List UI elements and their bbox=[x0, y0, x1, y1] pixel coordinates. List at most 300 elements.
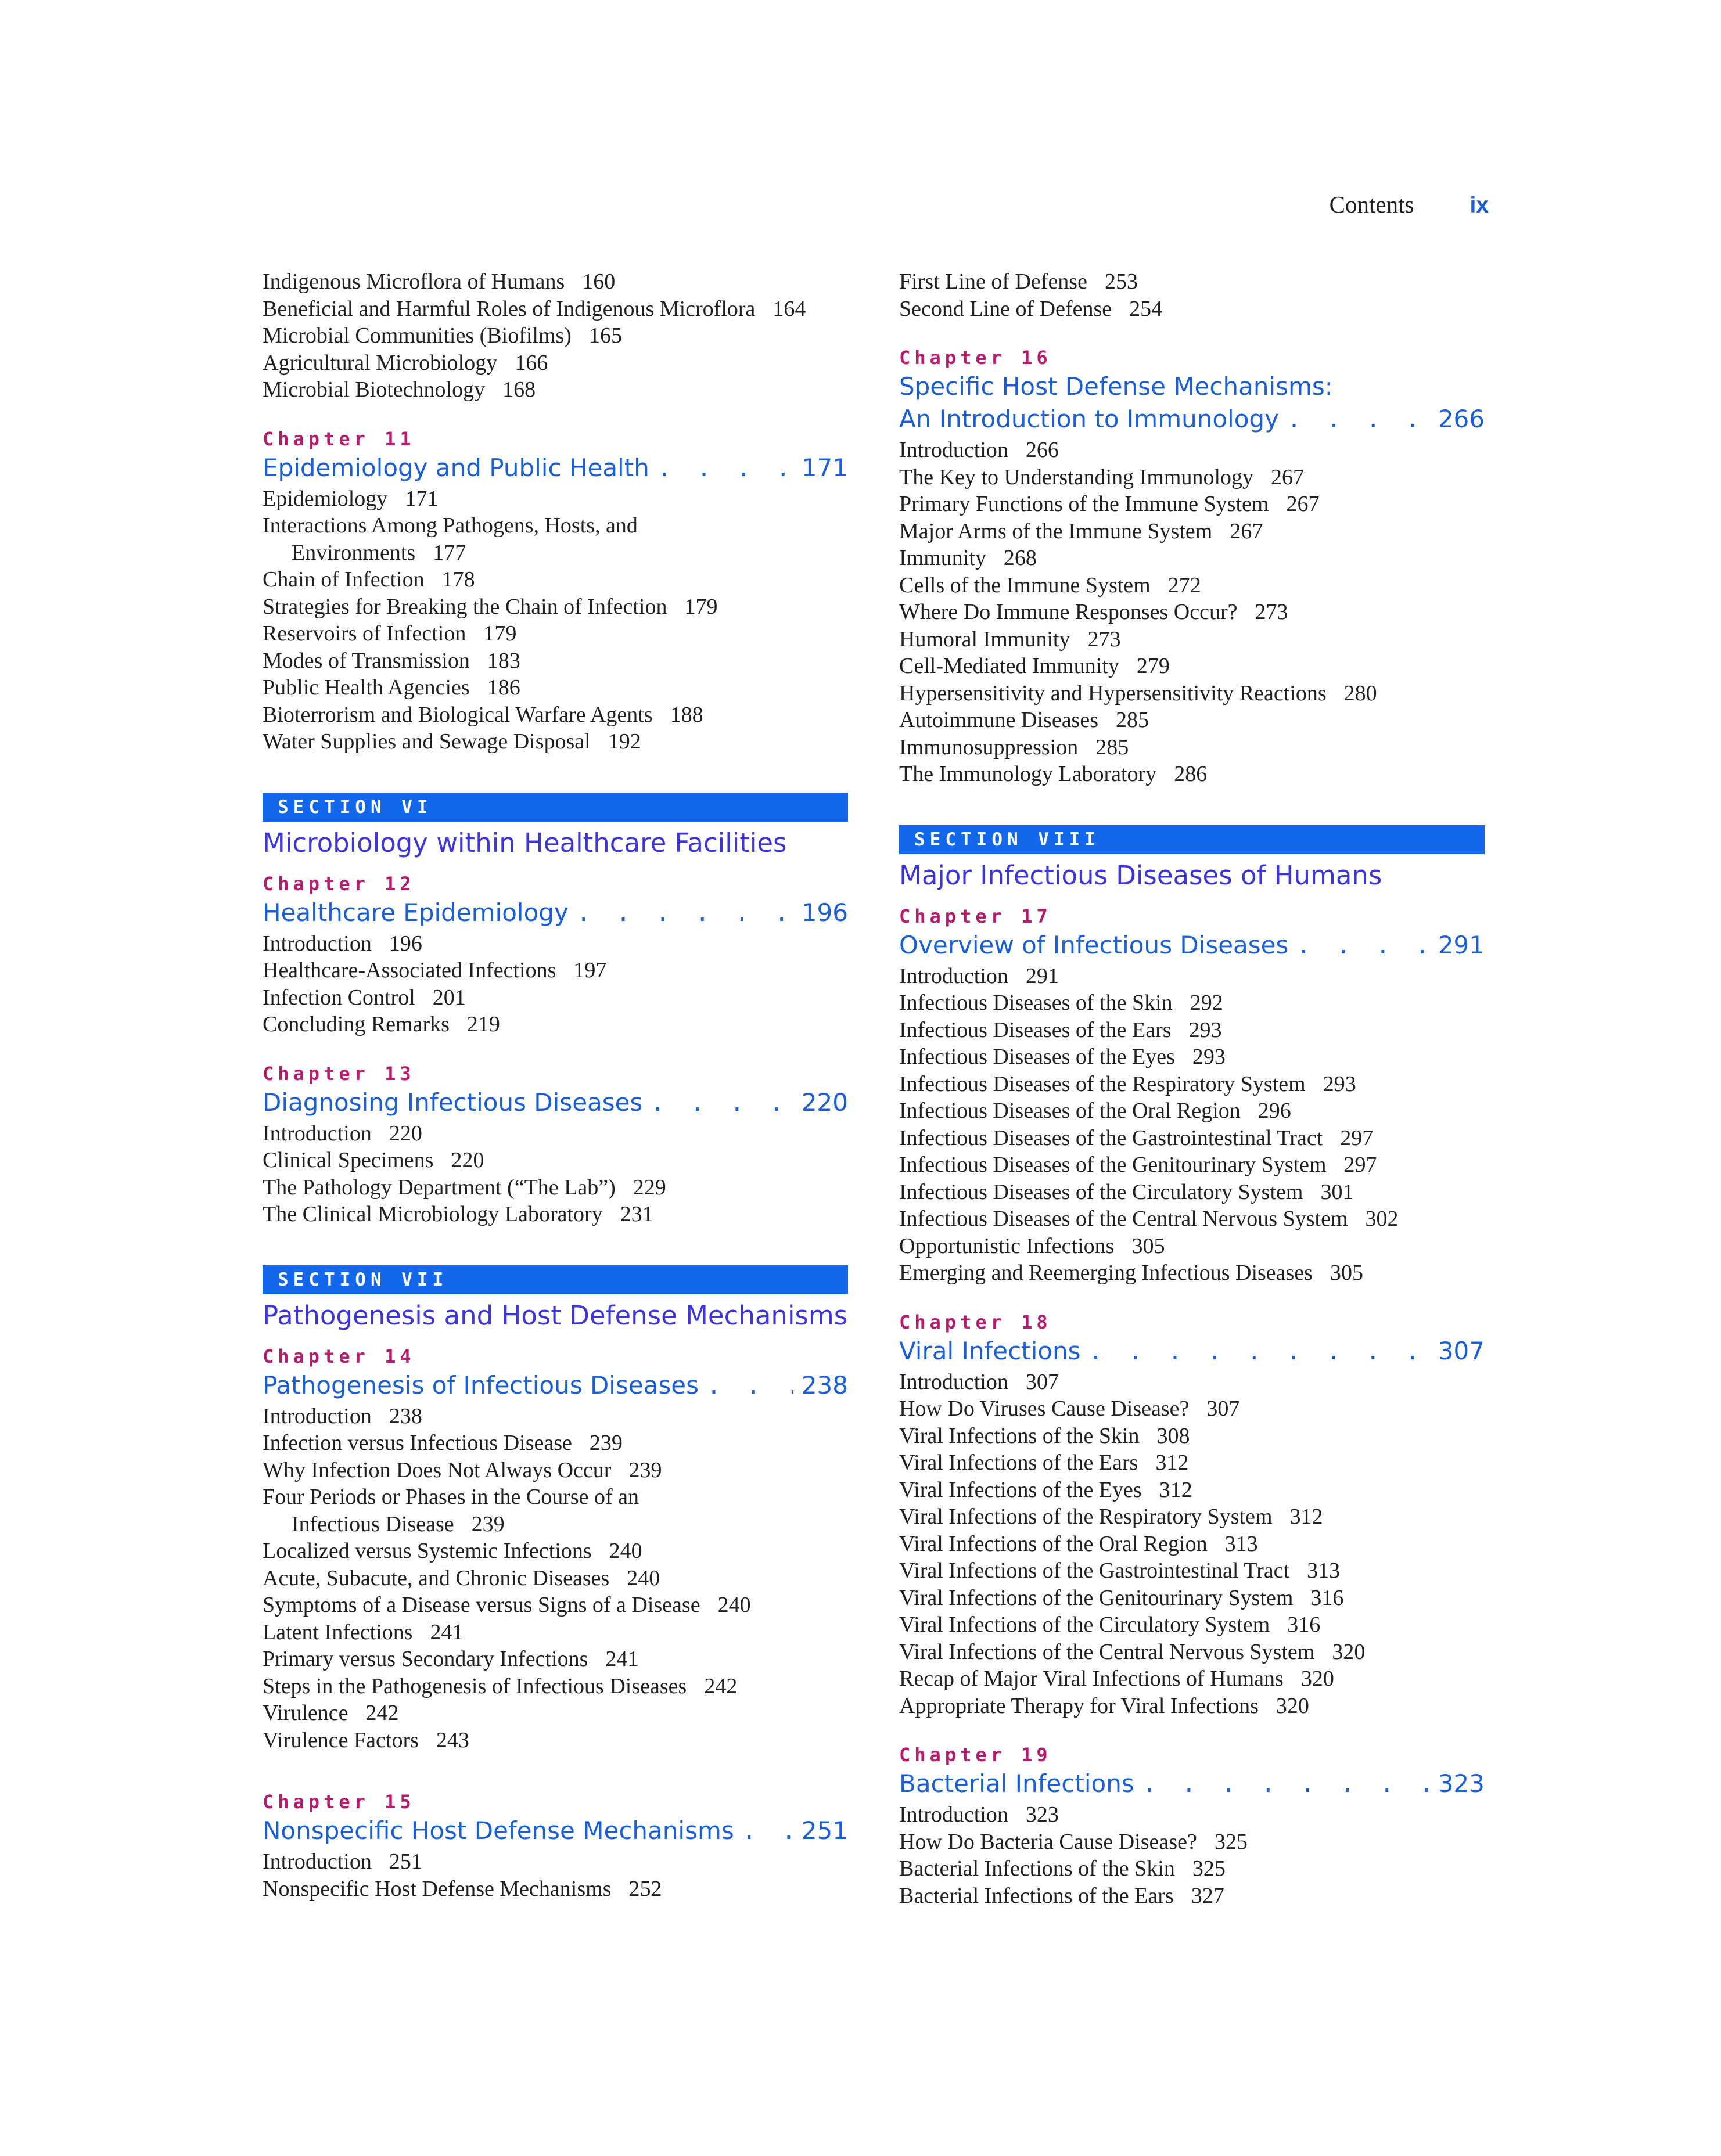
chapter-title: Overview of Infectious Diseases bbox=[899, 930, 1289, 959]
entry-page: 327 bbox=[1191, 1883, 1224, 1908]
entry-page: 229 bbox=[633, 1175, 666, 1200]
toc-entry[interactable] bbox=[263, 957, 848, 984]
toc-entry[interactable] bbox=[263, 322, 848, 350]
toc-entry[interactable] bbox=[263, 1174, 848, 1201]
entry-text: Emerging and Reemerging Infectious Diseases bbox=[899, 1261, 1313, 1285]
entry-text: Environments bbox=[292, 540, 416, 565]
entry-page: 296 bbox=[1257, 1099, 1291, 1123]
entry-page: 325 bbox=[1192, 1856, 1226, 1881]
chapter-title: An Introduction to Immunology bbox=[899, 405, 1279, 433]
entry-page: 166 bbox=[515, 350, 548, 375]
entry-text: Recap of Major Viral Infections of Humans bbox=[899, 1667, 1284, 1691]
chapter-page: 291 bbox=[1438, 930, 1485, 959]
entry-page: 164 bbox=[773, 296, 806, 321]
entry-text: The Pathology Department (“The Lab”) bbox=[263, 1175, 616, 1200]
toc-entry[interactable] bbox=[263, 566, 848, 593]
toc-entry[interactable] bbox=[899, 963, 1485, 990]
entry-page: 251 bbox=[389, 1849, 422, 1874]
entry-text: Cell-Mediated Immunity bbox=[899, 654, 1119, 678]
entry-page: 238 bbox=[389, 1403, 422, 1428]
entry-text: Autoimmune Diseases bbox=[899, 708, 1099, 732]
toc-entry[interactable] bbox=[899, 296, 1485, 323]
toc-entry[interactable] bbox=[263, 674, 848, 701]
toc-entry[interactable] bbox=[263, 1565, 848, 1592]
entry-page: 242 bbox=[704, 1673, 738, 1698]
toc-entry[interactable] bbox=[899, 1151, 1485, 1179]
toc-entry[interactable] bbox=[263, 1646, 848, 1673]
entry-text: Viral Infections of the Ears bbox=[899, 1450, 1138, 1475]
toc-entry[interactable] bbox=[899, 680, 1485, 707]
entry-list bbox=[899, 963, 1485, 1287]
chapter-page: 251 bbox=[801, 1816, 848, 1845]
entry-page: 239 bbox=[471, 1511, 505, 1536]
chapter-title-link[interactable] bbox=[899, 404, 1485, 435]
entry-page: 307 bbox=[1206, 1396, 1240, 1421]
chapter-page: 171 bbox=[801, 453, 848, 482]
entry-list bbox=[263, 930, 848, 1038]
entry-text: Localized versus Systemic Infections bbox=[263, 1539, 592, 1563]
chapter-page: 220 bbox=[801, 1088, 848, 1117]
entry-text: Infectious Diseases of the Genitourinary System bbox=[899, 1153, 1327, 1177]
entry-page: 285 bbox=[1116, 708, 1149, 732]
entry-list bbox=[263, 1403, 848, 1754]
entry-text: Viral Infections of the Skin bbox=[899, 1423, 1140, 1448]
entry-page: 241 bbox=[605, 1647, 639, 1671]
chapter-label: Chapter 11 bbox=[263, 427, 415, 450]
chapter-title: Bacterial Infections bbox=[899, 1769, 1134, 1798]
chapter-11 bbox=[263, 426, 848, 755]
leader-dots bbox=[657, 453, 793, 484]
chapter-16 bbox=[899, 344, 1485, 788]
entry-text: Viral Infections of the Circulatory System bbox=[899, 1612, 1270, 1637]
chapter-label: Chapter 18 bbox=[899, 1311, 1052, 1333]
toc-entry[interactable] bbox=[899, 518, 1485, 545]
toc-entry[interactable] bbox=[899, 1043, 1485, 1071]
entry-text: Symptoms of a Disease versus Signs of a Disease bbox=[263, 1593, 700, 1617]
entry-page: 313 bbox=[1224, 1531, 1258, 1556]
toc-entry[interactable] bbox=[899, 1477, 1485, 1504]
entry-page: 254 bbox=[1129, 296, 1163, 321]
toc-entry[interactable] bbox=[899, 1259, 1485, 1287]
right-column bbox=[899, 268, 1485, 1909]
section-title: Microbiology within Healthcare Facilities bbox=[263, 827, 787, 858]
toc-entry[interactable] bbox=[899, 1017, 1485, 1044]
entry-page: 307 bbox=[1025, 1369, 1059, 1394]
entry-page: 320 bbox=[1332, 1639, 1366, 1664]
chapter-title-link[interactable] bbox=[263, 1087, 848, 1119]
toc-entry[interactable] bbox=[263, 647, 848, 675]
entry-page: 160 bbox=[582, 269, 616, 294]
entry-text: Introduction bbox=[263, 1121, 372, 1146]
entry-page: 177 bbox=[433, 540, 466, 565]
toc-entry[interactable] bbox=[899, 1395, 1485, 1423]
chapter-label: Chapter 15 bbox=[263, 1791, 415, 1813]
section-7 bbox=[263, 1265, 848, 1335]
entry-text: Immunosuppression bbox=[899, 735, 1079, 760]
entry-page: 186 bbox=[487, 675, 520, 700]
toc-entry[interactable] bbox=[899, 1125, 1485, 1152]
entry-text: The Key to Understanding Immunology bbox=[899, 465, 1254, 489]
entry-page: 267 bbox=[1271, 465, 1305, 489]
toc-entry[interactable] bbox=[899, 1503, 1485, 1531]
entry-page: 183 bbox=[487, 648, 520, 673]
entry-page: 252 bbox=[628, 1876, 662, 1901]
toc-entry[interactable] bbox=[899, 1585, 1485, 1612]
chapter-15 bbox=[263, 1788, 848, 1902]
toc-entry[interactable] bbox=[899, 1693, 1485, 1720]
chapter-title: Diagnosing Infectious Diseases bbox=[263, 1088, 643, 1117]
entry-text: Cells of the Immune System bbox=[899, 573, 1151, 598]
toc-entry[interactable] bbox=[263, 376, 848, 404]
entry-page: 320 bbox=[1276, 1693, 1309, 1718]
leader-dots bbox=[707, 1370, 793, 1402]
entry-text: Infectious Diseases of the Circulatory System bbox=[899, 1179, 1303, 1204]
entry-page: 312 bbox=[1289, 1504, 1323, 1529]
section-8 bbox=[899, 825, 1485, 895]
chapter-label: Chapter 17 bbox=[899, 905, 1052, 927]
toc-entry[interactable] bbox=[899, 1097, 1485, 1125]
chapter-title-link[interactable] bbox=[263, 1815, 848, 1847]
entry-text: Reservoirs of Infection bbox=[263, 621, 466, 646]
toc-entry[interactable] bbox=[899, 1205, 1485, 1233]
toc-entry[interactable] bbox=[899, 1801, 1485, 1829]
entry-text: How Do Bacteria Cause Disease? bbox=[899, 1829, 1197, 1854]
chapter-title-line-1[interactable]: Specific Host Defense Mechanisms: bbox=[899, 372, 1333, 401]
entry-page: 316 bbox=[1287, 1612, 1321, 1637]
toc-entry[interactable] bbox=[899, 599, 1485, 626]
entry-text: Introduction bbox=[899, 963, 1008, 988]
entry-text: The Clinical Microbiology Laboratory bbox=[263, 1202, 603, 1226]
entry-page: 323 bbox=[1025, 1802, 1059, 1827]
entry-text: Infection Control bbox=[263, 985, 415, 1010]
entry-text: Introduction bbox=[899, 1802, 1008, 1827]
entry-list bbox=[899, 437, 1485, 788]
entry-text: Latent Infections bbox=[263, 1619, 413, 1644]
chapter-17 bbox=[899, 903, 1485, 1287]
entry-text: Infectious Diseases of the Eyes bbox=[899, 1045, 1175, 1069]
entry-text: Infectious Diseases of the Oral Region bbox=[899, 1099, 1241, 1123]
entry-page: 286 bbox=[1174, 762, 1208, 786]
toc-entry[interactable] bbox=[263, 1727, 848, 1754]
entry-page: 305 bbox=[1330, 1261, 1363, 1285]
section-6 bbox=[263, 793, 848, 862]
toc-entry[interactable] bbox=[263, 1876, 848, 1903]
entry-page: 243 bbox=[436, 1727, 469, 1752]
entry-page: 266 bbox=[1025, 438, 1059, 462]
toc-entry[interactable] bbox=[263, 593, 848, 621]
toc-entry[interactable] bbox=[263, 1484, 848, 1511]
entry-page: 273 bbox=[1087, 627, 1121, 652]
chapter-12 bbox=[263, 870, 848, 1038]
chapter-title: Pathogenesis of Infectious Diseases bbox=[263, 1370, 699, 1399]
chapter-label: Chapter 16 bbox=[899, 347, 1052, 369]
chapter-page: 307 bbox=[1438, 1336, 1485, 1365]
entry-text: Viral Infections of the Eyes bbox=[899, 1477, 1142, 1502]
toc-entry[interactable] bbox=[899, 1423, 1485, 1450]
chapter-page: 266 bbox=[1438, 405, 1485, 433]
chapter-title-link[interactable] bbox=[263, 1370, 848, 1402]
entry-text: Indigenous Microflora of Humans bbox=[263, 269, 565, 294]
entry-text: First Line of Defense bbox=[899, 269, 1087, 294]
toc-entry[interactable] bbox=[263, 1848, 848, 1876]
entry-page: 279 bbox=[1136, 654, 1170, 678]
entry-page: 293 bbox=[1323, 1071, 1356, 1096]
entry-page: 313 bbox=[1307, 1558, 1341, 1583]
entry-text: Water Supplies and Sewage Disposal bbox=[263, 729, 591, 754]
entry-text: Primary versus Secondary Infections bbox=[263, 1647, 588, 1671]
entry-list bbox=[263, 268, 848, 404]
entry-list bbox=[263, 1120, 848, 1228]
toc-entry[interactable] bbox=[899, 1531, 1485, 1558]
entry-text: Humoral Immunity bbox=[899, 627, 1070, 652]
toc-entry[interactable] bbox=[899, 268, 1485, 296]
entry-page: 320 bbox=[1300, 1667, 1334, 1691]
toc-entry[interactable] bbox=[899, 1855, 1485, 1883]
toc-entry[interactable] bbox=[263, 539, 848, 567]
toc-entry[interactable] bbox=[899, 1557, 1485, 1585]
entry-text: Agricultural Microbiology bbox=[263, 350, 498, 375]
entry-text: Four Periods or Phases in the Course of an bbox=[263, 1485, 639, 1509]
toc-entry[interactable] bbox=[899, 1369, 1485, 1396]
chapter-title-link[interactable] bbox=[899, 1768, 1485, 1800]
chapter-14 bbox=[263, 1343, 848, 1754]
running-title: Contents bbox=[1329, 191, 1414, 218]
toc-entry[interactable] bbox=[263, 1147, 848, 1174]
toc-entry[interactable] bbox=[263, 1538, 848, 1565]
entry-page: 305 bbox=[1131, 1233, 1165, 1258]
chapter-page: 238 bbox=[801, 1370, 848, 1399]
entry-page: 308 bbox=[1156, 1423, 1190, 1448]
entry-page: 297 bbox=[1343, 1153, 1377, 1177]
entry-text: Viral Infections of the Oral Region bbox=[899, 1531, 1208, 1556]
entry-page: 239 bbox=[628, 1457, 662, 1482]
entry-text: Infection versus Infectious Disease bbox=[263, 1431, 572, 1455]
toc-entry[interactable] bbox=[899, 626, 1485, 653]
entry-page: 231 bbox=[620, 1202, 653, 1226]
entry-page: 272 bbox=[1167, 573, 1201, 598]
toc-entry[interactable] bbox=[263, 1201, 848, 1228]
chapter-title: Viral Infections bbox=[899, 1336, 1081, 1365]
toc-entry[interactable] bbox=[899, 761, 1485, 788]
entry-list bbox=[263, 485, 848, 755]
section-title: Major Infectious Diseases of Humans bbox=[899, 859, 1382, 891]
toc-entry[interactable] bbox=[263, 485, 848, 513]
toc-entry[interactable] bbox=[899, 1233, 1485, 1260]
toc-entry[interactable] bbox=[899, 1639, 1485, 1666]
entry-text: Acute, Subacute, and Chronic Diseases bbox=[263, 1565, 610, 1590]
toc-entry[interactable] bbox=[899, 989, 1485, 1017]
toc-entry[interactable] bbox=[899, 707, 1485, 734]
entry-list bbox=[263, 1848, 848, 1902]
entry-text: Immunity bbox=[899, 546, 986, 570]
section-label: SECTION VI bbox=[263, 793, 848, 822]
toc-entry[interactable] bbox=[263, 1403, 848, 1430]
entry-page: 179 bbox=[483, 621, 517, 646]
entry-text: Bioterrorism and Biological Warfare Agents bbox=[263, 702, 653, 727]
entry-text: Major Arms of the Immune System bbox=[899, 519, 1213, 544]
entry-text: Viral Infections of the Central Nervous System bbox=[899, 1639, 1315, 1664]
entry-text: Introduction bbox=[263, 931, 372, 956]
entry-text: Clinical Specimens bbox=[263, 1148, 434, 1172]
toc-entry[interactable] bbox=[263, 728, 848, 755]
entry-list bbox=[899, 1801, 1485, 1909]
chapter-title-link[interactable] bbox=[263, 452, 848, 484]
section-label: SECTION VII bbox=[263, 1265, 848, 1294]
entry-page: 171 bbox=[405, 486, 439, 511]
entry-page: 316 bbox=[1310, 1585, 1344, 1610]
entry-page: 268 bbox=[1003, 546, 1037, 570]
entry-page: 325 bbox=[1214, 1829, 1248, 1854]
entry-text: Infectious Diseases of the Central Nervous System bbox=[899, 1207, 1348, 1231]
page-number: ix bbox=[1470, 193, 1489, 218]
entry-text: Second Line of Defense bbox=[899, 296, 1112, 321]
entry-page: 240 bbox=[627, 1565, 660, 1590]
toc-entry[interactable] bbox=[899, 545, 1485, 572]
entry-text: Nonspecific Host Defense Mechanisms bbox=[263, 1876, 612, 1901]
entry-text: Virulence bbox=[263, 1701, 348, 1725]
entry-page: 312 bbox=[1159, 1477, 1192, 1502]
entry-page: 267 bbox=[1230, 519, 1263, 544]
toc-entry[interactable] bbox=[263, 984, 848, 1012]
entry-page: 301 bbox=[1320, 1179, 1354, 1204]
entry-text: Interactions Among Pathogens, Hosts, and bbox=[263, 513, 638, 538]
entry-page: 192 bbox=[608, 729, 641, 754]
entry-page: 253 bbox=[1104, 269, 1138, 294]
toc-entry[interactable] bbox=[899, 1071, 1485, 1098]
entry-text: Microbial Biotechnology bbox=[263, 377, 486, 402]
toc-entry[interactable] bbox=[263, 1619, 848, 1646]
left-column bbox=[263, 268, 848, 1902]
chapter-title-link[interactable] bbox=[899, 1336, 1485, 1367]
entry-text: Viral Infections of the Gastrointestinal Tract bbox=[899, 1558, 1290, 1583]
toc-entry[interactable] bbox=[263, 1592, 848, 1619]
toc-entry[interactable] bbox=[263, 1120, 848, 1147]
leader-dots bbox=[1142, 1769, 1430, 1800]
toc-entry[interactable] bbox=[899, 572, 1485, 599]
toc-entry[interactable] bbox=[899, 491, 1485, 518]
chapter-title-link[interactable] bbox=[899, 930, 1485, 962]
toc-entry[interactable] bbox=[263, 296, 848, 323]
chapter-label: Chapter 14 bbox=[263, 1345, 415, 1367]
entry-page: 267 bbox=[1286, 492, 1320, 516]
toc-entry[interactable] bbox=[899, 734, 1485, 761]
toc-entry[interactable] bbox=[899, 1179, 1485, 1206]
entry-text: Healthcare-Associated Infections bbox=[263, 958, 556, 982]
entry-page: 196 bbox=[389, 931, 422, 956]
entry-text: Steps in the Pathogenesis of Infectious Diseases bbox=[263, 1673, 687, 1698]
entry-page: 239 bbox=[589, 1431, 623, 1455]
entry-text: Bacterial Infections of the Ears bbox=[899, 1883, 1174, 1908]
entry-text: Infectious Diseases of the Respiratory System bbox=[899, 1071, 1306, 1096]
entry-text: Microbial Communities (Biofilms) bbox=[263, 323, 572, 348]
entry-text: Infectious Diseases of the Ears bbox=[899, 1017, 1172, 1042]
toc-entry[interactable] bbox=[263, 930, 848, 958]
toc-entry[interactable] bbox=[899, 437, 1485, 464]
entry-page: 168 bbox=[502, 377, 536, 402]
entry-page: 220 bbox=[389, 1121, 422, 1146]
section-title: Pathogenesis and Host Defense Mechanisms bbox=[263, 1300, 848, 1331]
leader-dots bbox=[1296, 930, 1429, 962]
toc-entry[interactable] bbox=[263, 268, 848, 296]
leader-dots bbox=[577, 898, 793, 929]
toc-entry[interactable] bbox=[899, 1883, 1485, 1910]
toc-entry[interactable] bbox=[263, 620, 848, 647]
entry-text: Chain of Infection bbox=[263, 567, 425, 592]
entry-text: Introduction bbox=[263, 1849, 372, 1874]
chapter-label: Chapter 12 bbox=[263, 872, 415, 895]
chapter-13 bbox=[263, 1060, 848, 1228]
chapter-page: 323 bbox=[1438, 1769, 1485, 1798]
entry-text: Modes of Transmission bbox=[263, 648, 470, 673]
chapter-page: 196 bbox=[801, 898, 848, 927]
chapter-title: Healthcare Epidemiology bbox=[263, 898, 569, 927]
entry-text: Infectious Diseases of the Gastrointestinal Tract bbox=[899, 1125, 1323, 1150]
entry-text: Opportunistic Infections bbox=[899, 1233, 1115, 1258]
entry-text: Viral Infections of the Genitourinary System bbox=[899, 1585, 1294, 1610]
chapter-18 bbox=[899, 1309, 1485, 1720]
entry-page: 165 bbox=[588, 323, 622, 348]
entry-text: How Do Viruses Cause Disease? bbox=[899, 1396, 1190, 1421]
entry-text: Bacterial Infections of the Skin bbox=[899, 1856, 1175, 1881]
entry-text: Introduction bbox=[263, 1403, 372, 1428]
toc-entry[interactable] bbox=[263, 1430, 848, 1457]
entry-text: Where Do Immune Responses Occur? bbox=[899, 600, 1238, 624]
toc-entry[interactable] bbox=[263, 1700, 848, 1727]
entry-text: Appropriate Therapy for Viral Infections bbox=[899, 1693, 1259, 1718]
chapter-title: Nonspecific Host Defense Mechanisms bbox=[263, 1816, 734, 1845]
toc-entry[interactable] bbox=[899, 1829, 1485, 1856]
entry-page: 179 bbox=[684, 594, 718, 619]
toc-entry[interactable] bbox=[899, 653, 1485, 680]
entry-page: 293 bbox=[1188, 1017, 1222, 1042]
entry-page: 240 bbox=[717, 1593, 751, 1617]
toc-entry[interactable] bbox=[263, 350, 848, 377]
entry-page: 292 bbox=[1190, 991, 1223, 1015]
toc-entry[interactable] bbox=[263, 1511, 848, 1538]
toc-entry[interactable] bbox=[899, 1449, 1485, 1477]
toc-entry[interactable] bbox=[263, 1457, 848, 1484]
entry-page: 285 bbox=[1095, 735, 1129, 760]
chapter-19 bbox=[899, 1741, 1485, 1909]
entry-list bbox=[899, 268, 1485, 322]
entry-page: 240 bbox=[609, 1539, 642, 1563]
toc-entry[interactable] bbox=[899, 1611, 1485, 1639]
entry-page: 220 bbox=[451, 1148, 484, 1172]
toc-entry[interactable] bbox=[263, 512, 848, 539]
entry-list bbox=[899, 1369, 1485, 1720]
entry-page: 291 bbox=[1025, 963, 1059, 988]
leader-dots bbox=[742, 1816, 793, 1847]
entry-text: Primary Functions of the Immune System bbox=[899, 492, 1269, 516]
toc-entry[interactable] bbox=[263, 1673, 848, 1700]
entry-text: Introduction bbox=[899, 1369, 1008, 1394]
entry-text: Concluding Remarks bbox=[263, 1012, 450, 1036]
toc-entry[interactable] bbox=[899, 464, 1485, 491]
toc-entry[interactable] bbox=[263, 1011, 848, 1038]
entry-page: 178 bbox=[441, 567, 475, 592]
entry-text: Introduction bbox=[899, 438, 1008, 462]
entry-page: 273 bbox=[1255, 600, 1288, 624]
entry-page: 242 bbox=[365, 1701, 399, 1725]
toc-entry[interactable] bbox=[263, 701, 848, 729]
chapter-label: Chapter 19 bbox=[899, 1744, 1052, 1766]
entry-page: 219 bbox=[466, 1012, 500, 1036]
entry-page: 280 bbox=[1343, 681, 1377, 706]
chapter-title-link[interactable] bbox=[263, 897, 848, 929]
entry-text: Strategies for Breaking the Chain of Infection bbox=[263, 594, 667, 619]
entry-page: 188 bbox=[670, 702, 703, 727]
toc-entry[interactable] bbox=[899, 1665, 1485, 1693]
